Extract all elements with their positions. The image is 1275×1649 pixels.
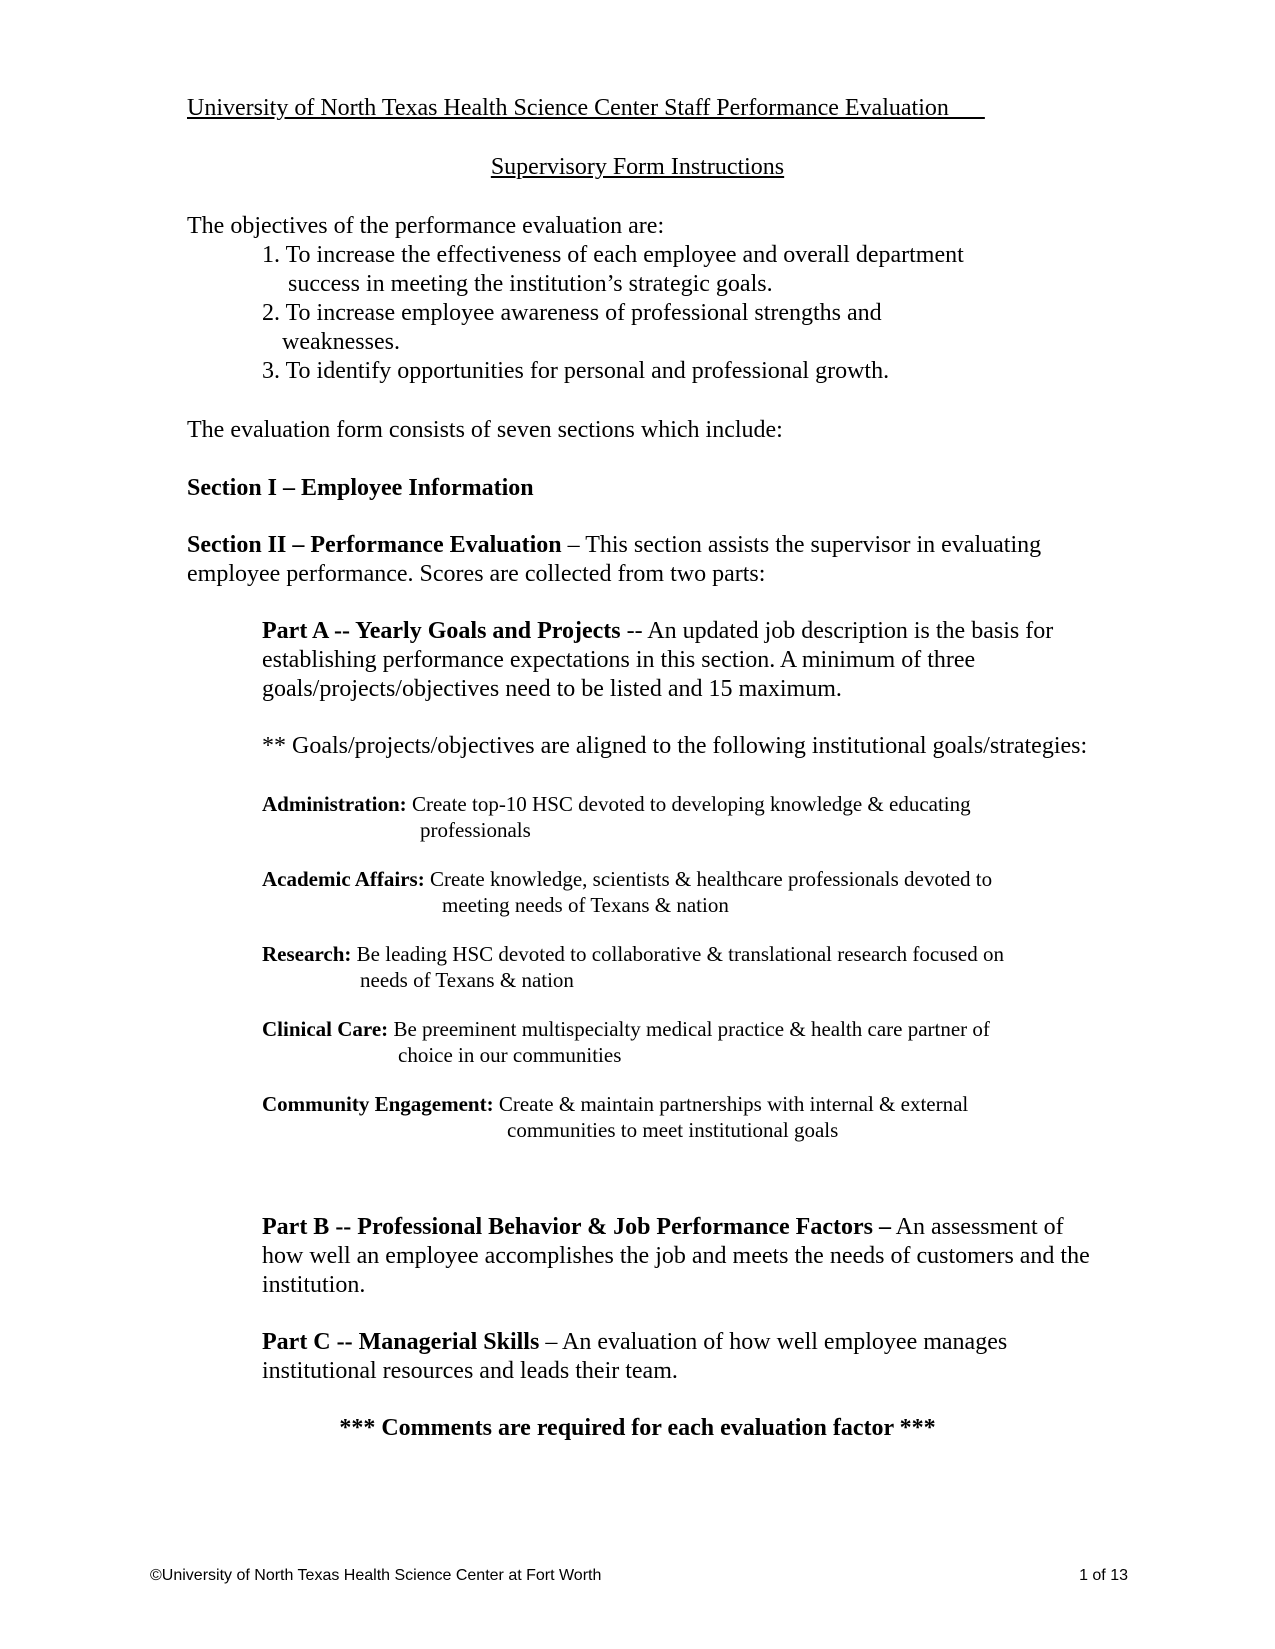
objectives-intro: The objectives of the performance evaluation are: (187, 213, 665, 239)
part-b-text: An assessment of how well an employee accomplishes the job and meets the needs of customers and the institution. (262, 1214, 1090, 1298)
goal-text: Create knowledge, scientists & healthcare professionals devoted to (424, 867, 993, 891)
objectives-list (262, 241, 1022, 386)
document-subtitle (0, 153, 1275, 181)
section-2-heading: Section II – Performance Evaluation (187, 532, 562, 558)
goal-label: Clinical Care: (262, 1017, 389, 1041)
subtitle-text: Supervisory Form Instructions (490, 154, 785, 180)
goal-administration (262, 791, 1092, 843)
goal-clinical-care (262, 1016, 1092, 1068)
comments-required-note: *** Comments are required for each evaluation factor *** (339, 1415, 936, 1441)
part-c-text: – An evaluation of how well employee manages institutional resources and leads their team. (262, 1329, 1008, 1384)
goal-text: Be preeminent multispecialty medical practice & health care partner of (388, 1017, 990, 1041)
goal-text-continued: communities to meet institutional goals (507, 1118, 839, 1142)
objective-item (262, 357, 1022, 386)
part-c-heading: Part C -- Managerial Skills (262, 1329, 540, 1355)
goal-label: Academic Affairs: (262, 867, 425, 891)
part-a-paragraph (262, 617, 1092, 704)
goal-academic-affairs (262, 866, 1092, 918)
part-a-heading: Part A -- Yearly Goals and Projects (262, 618, 621, 644)
goal-text: Be leading HSC devoted to collaborative & translational research focused on (351, 942, 1004, 966)
goal-research (262, 941, 1092, 993)
goal-label: Research: (262, 942, 352, 966)
section-1-heading: Section I – Employee Information (187, 475, 534, 501)
goal-label: Community Engagement: (262, 1092, 494, 1116)
goals-note: ** Goals/projects/objectives are aligned to the following institutional goals/strategies: (262, 733, 1088, 759)
objective-item (262, 299, 1022, 357)
objective-text-continued: success in meeting the institution’s strategic goals. (288, 271, 773, 297)
part-c-paragraph (262, 1328, 1092, 1386)
sections-intro: The evaluation form consists of seven sections which include: (187, 417, 783, 443)
goal-text: Create & maintain partnerships with internal & external (493, 1092, 969, 1116)
goal-community-engagement (262, 1091, 1092, 1143)
section-2-text: – This section assists the supervisor in evaluating employee performance. Scores are collected from two parts: (187, 532, 1042, 587)
objective-number: 2. (262, 300, 280, 326)
footer-copyright: ©University of North Texas Health Science Center at Fort Worth (150, 1567, 602, 1584)
objective-number: 1. (262, 242, 280, 268)
objective-number: 3. (262, 358, 280, 384)
part-b-paragraph (262, 1213, 1092, 1300)
section-2-paragraph (187, 531, 1092, 589)
goal-text: Create top-10 HSC devoted to developing knowledge & educating (406, 792, 971, 816)
objective-text: To increase employee awareness of professional strengths and (280, 300, 882, 326)
goal-label: Administration: (262, 792, 407, 816)
goal-text-continued: choice in our communities (398, 1043, 622, 1067)
goal-text-continued: needs of Texans & nation (360, 968, 574, 992)
goal-text-continued: professionals (420, 818, 531, 842)
objective-text: To increase the effectiveness of each employee and overall department (280, 242, 964, 268)
part-b-heading: Part B -- Professional Behavior & Job Performance Factors – (262, 1214, 891, 1240)
objective-text-continued: weaknesses. (282, 329, 400, 355)
objective-text: To identify opportunities for personal and professional growth. (280, 358, 890, 384)
objective-item (262, 241, 1022, 299)
document-title: University of North Texas Health Science Center Staff Performance Evaluation (187, 95, 985, 121)
part-a-text: -- An updated job description is the basis for establishing performance expectations in this section. A minimum of three goals/projects/objectives need to be listed and 15 maximum. (262, 618, 1054, 702)
goal-text-continued: meeting needs of Texans & nation (442, 893, 729, 917)
footer-page-number: 1 of 13 (1079, 1567, 1128, 1584)
